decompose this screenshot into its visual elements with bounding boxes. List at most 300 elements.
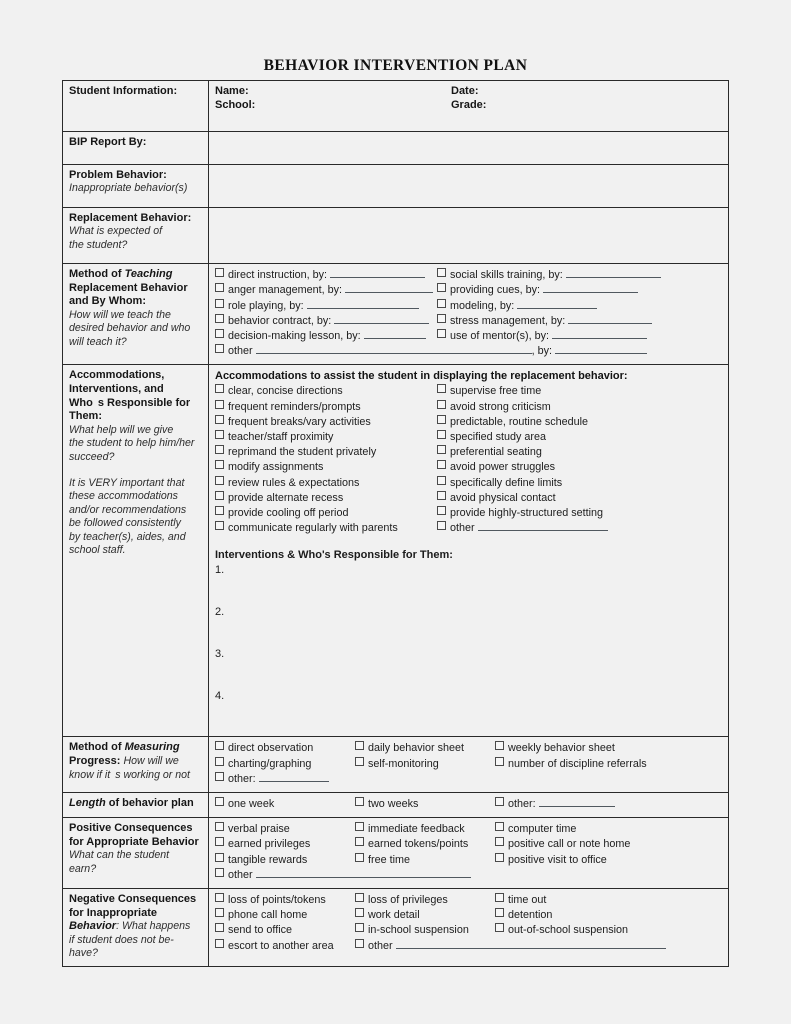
checkbox-item-modeling-by[interactable] xyxy=(437,299,597,314)
teaching-method-sublabel-line1: How will we teach the xyxy=(69,308,171,321)
checkbox-item-communicate-regularly-with-parents[interactable] xyxy=(215,521,437,536)
checkbox-icon[interactable] xyxy=(355,853,364,862)
write-in-rule[interactable] xyxy=(256,344,532,354)
positive-consequences-label-line2: for Appropriate Behavior xyxy=(69,835,199,848)
school-label: School: xyxy=(215,98,256,111)
accommodations-note-line3: and/or recommendations xyxy=(69,503,187,516)
write-in-rule[interactable] xyxy=(539,797,615,807)
checkbox-icon[interactable] xyxy=(215,268,224,277)
checkbox-row xyxy=(215,923,723,938)
teaching-method-label-line2: Replacement Behavior xyxy=(69,281,188,294)
checkbox-icon[interactable] xyxy=(215,757,224,766)
checkbox-row xyxy=(215,329,723,344)
checkbox-label: free time xyxy=(368,853,411,866)
checkbox-label: use of mentor(s), by: xyxy=(450,330,550,342)
checkbox-item-positive-other[interactable] xyxy=(215,868,471,883)
checkbox-row xyxy=(215,384,723,399)
checkbox-icon[interactable] xyxy=(215,400,224,409)
checkbox-item-loss-of-privileges[interactable] xyxy=(355,893,495,908)
table-row-student-information xyxy=(63,81,729,132)
accommodations-note-line4: be followed consistently xyxy=(69,517,181,530)
checkbox-label: verbal praise xyxy=(228,823,290,836)
checkbox-row xyxy=(215,893,723,908)
checkbox-row xyxy=(215,491,723,506)
checkbox-item-free-time[interactable] xyxy=(355,853,495,868)
checkbox-item-out-of-school-suspension[interactable] xyxy=(495,923,628,938)
checkbox-icon[interactable] xyxy=(495,853,504,862)
checkbox-item-charting-graphing[interactable] xyxy=(215,757,355,772)
checkbox-label: computer time xyxy=(508,823,577,836)
table-row-accommodations xyxy=(63,365,729,737)
checkbox-label: modify assignments xyxy=(228,461,324,474)
checkbox-item-positive-visit-to-office[interactable] xyxy=(495,853,607,868)
checkbox-label: time out xyxy=(508,894,547,907)
intervention-entry-4[interactable]: 4. xyxy=(215,690,225,703)
table-row-measuring-progress xyxy=(63,737,729,793)
negative-consequences-options-cell xyxy=(209,889,729,967)
checkbox-icon[interactable] xyxy=(437,299,446,308)
accommodations-label-line4: Them: xyxy=(69,410,103,423)
checkbox-item-teacher-staff-proximity[interactable] xyxy=(215,430,437,445)
checkbox-row xyxy=(215,908,723,923)
page-title: BEHAVIOR INTERVENTION PLAN xyxy=(263,57,528,74)
checkbox-label: tangible rewards xyxy=(228,853,308,866)
checkbox-item-social-skills-training-by[interactable] xyxy=(437,268,661,283)
teaching-method-other-row xyxy=(215,344,723,359)
accommodations-label-line2: Interventions, and xyxy=(69,383,164,395)
checkbox-icon[interactable] xyxy=(215,460,224,469)
checkbox-icon[interactable] xyxy=(215,283,224,292)
checkbox-item-avoid-power-struggles[interactable] xyxy=(437,460,555,475)
teaching-method-sublabel-line2: desired behavior and who xyxy=(69,322,191,335)
positive-consequences-checkbox-list xyxy=(215,822,723,868)
checkbox-icon[interactable] xyxy=(215,923,224,932)
checkbox-item-predictable-routine-schedule[interactable] xyxy=(437,415,588,430)
checkbox-item-detention[interactable] xyxy=(495,908,552,923)
problem-behavior-sublabel: Inappropriate behavior(s) xyxy=(69,182,188,195)
accommodations-sublabel-line2: the student to help him/her xyxy=(69,437,195,450)
checkbox-label: stress management, by: xyxy=(450,314,566,327)
checkbox-item-role-playing-by[interactable] xyxy=(215,299,437,314)
checkbox-row xyxy=(215,853,723,868)
positive-consequences-label-cell xyxy=(63,818,209,889)
checkbox-item-other[interactable] xyxy=(495,797,615,812)
checkbox-label: charting/graphing xyxy=(228,757,312,770)
problem-behavior-label: Problem Behavior: xyxy=(69,168,167,181)
write-in-rule[interactable] xyxy=(256,868,471,878)
accommodations-heading: Accommodations to assist the student in displaying the replacement behavior: xyxy=(215,370,628,383)
checkbox-row xyxy=(215,314,723,329)
checkbox-item-computer-time[interactable] xyxy=(495,822,576,837)
checkbox-item-provide-cooling-off-period[interactable] xyxy=(215,506,437,521)
checkbox-item-behavior-contract-by[interactable] xyxy=(215,314,437,329)
checkbox-item-reprimand-the-student-privately[interactable] xyxy=(215,445,437,460)
checkbox-item-frequent-reminders-prompts[interactable] xyxy=(215,400,437,415)
checkbox-icon[interactable] xyxy=(355,908,364,917)
negative-consequences-sublabel-line1: if student does not be- xyxy=(69,933,174,946)
checkbox-icon[interactable] xyxy=(215,476,224,485)
negative-consequences-sublabel-line2: have? xyxy=(69,947,98,960)
checkbox-label: anger management, by: xyxy=(228,284,343,297)
checkbox-label: weekly behavior sheet xyxy=(508,742,615,755)
checkbox-item-teaching-other[interactable] xyxy=(215,344,647,359)
checkbox-icon[interactable] xyxy=(215,299,224,308)
checkbox-label: frequent breaks/vary activities xyxy=(228,415,371,428)
checkbox-label: direct instruction, by: xyxy=(228,269,328,282)
checkbox-item-avoid-strong-criticism[interactable] xyxy=(437,400,551,415)
checkbox-item-earned-tokens-points[interactable] xyxy=(355,837,495,852)
checkbox-label: work detail xyxy=(368,909,420,922)
write-in-rule[interactable] xyxy=(396,939,666,949)
student-information-fields-cell xyxy=(209,81,729,132)
checkbox-item-escort-to-another-area[interactable] xyxy=(215,939,355,954)
measuring-progress-options-cell xyxy=(209,737,729,793)
checkbox-icon[interactable] xyxy=(495,893,504,902)
checkbox-icon[interactable] xyxy=(437,460,446,469)
checkbox-icon[interactable] xyxy=(215,868,224,877)
checkbox-label: self-monitoring xyxy=(368,757,439,770)
measuring-progress-label-line2: Progress: How will we xyxy=(69,755,179,768)
checkbox-item-verbal-praise[interactable] xyxy=(215,822,355,837)
checkbox-item-other[interactable] xyxy=(437,521,608,536)
grade-label: Grade: xyxy=(451,98,487,111)
checkbox-item-daily-behavior-sheet[interactable] xyxy=(355,741,495,756)
checkbox-label: immediate feedback xyxy=(368,823,465,836)
checkbox-label: communicate regularly with parents xyxy=(228,522,398,535)
checkbox-label: send to office xyxy=(228,924,293,937)
checkbox-item-two-weeks[interactable] xyxy=(355,797,495,812)
checkbox-icon[interactable] xyxy=(495,822,504,831)
checkbox-row xyxy=(215,415,723,430)
checkbox-label: phone call home xyxy=(228,909,308,922)
checkbox-icon[interactable] xyxy=(215,445,224,454)
problem-behavior-label-cell xyxy=(63,164,209,207)
checkbox-icon[interactable] xyxy=(355,939,364,948)
accommodations-note-line1: It is VERY important that xyxy=(69,477,185,489)
checkbox-label: provide alternate recess xyxy=(228,491,344,504)
checkbox-item-phone-call-home[interactable] xyxy=(215,908,355,923)
checkbox-row xyxy=(215,430,723,445)
bip-report-by-entry-cell[interactable] xyxy=(209,132,729,165)
teaching-method-checkbox-list xyxy=(215,268,723,344)
replacement-behavior-sublabel-line1: What is expected of xyxy=(69,225,163,238)
write-in-rule[interactable] xyxy=(555,344,647,354)
checkbox-row xyxy=(215,268,723,283)
checkbox-icon[interactable] xyxy=(215,837,224,846)
checkbox-label: other xyxy=(228,868,253,881)
checkbox-item-negative-other[interactable] xyxy=(355,939,666,954)
checkbox-item-modify-assignments[interactable] xyxy=(215,460,437,475)
checkbox-icon[interactable] xyxy=(215,314,224,323)
checkbox-label: preferential seating xyxy=(450,446,542,459)
checkbox-item-measuring-other[interactable] xyxy=(215,772,329,787)
checkbox-row xyxy=(215,283,723,298)
intervention-entry-2[interactable]: 2. xyxy=(215,606,225,619)
checkbox-label: specifically define limits xyxy=(450,476,563,489)
checkbox-label: teacher/staff proximity xyxy=(228,431,334,444)
name-label: Name: xyxy=(215,85,249,97)
positive-consequences-sublabel-line2: earn? xyxy=(69,862,97,875)
checkbox-label: other: xyxy=(228,772,256,785)
checkbox-label: loss of privileges xyxy=(368,894,448,907)
checkbox-item-supervise-free-time[interactable] xyxy=(437,384,541,399)
checkbox-icon[interactable] xyxy=(215,797,224,806)
checkbox-label: provide cooling off period xyxy=(228,507,349,520)
checkbox-icon[interactable] xyxy=(437,430,446,439)
checkbox-label: loss of points/tokens xyxy=(228,894,326,907)
checkbox-item-providing-cues-by[interactable] xyxy=(437,283,638,298)
checkbox-row xyxy=(215,506,723,521)
checkbox-icon[interactable] xyxy=(355,741,364,750)
negative-consequences-label-line2: for Inappropriate xyxy=(69,906,158,919)
measuring-progress-label-cell xyxy=(63,737,209,793)
checkbox-label: number of discipline referrals xyxy=(508,757,647,770)
checkbox-label: provide highly-structured setting xyxy=(450,507,604,520)
accommodations-label-cell xyxy=(63,365,209,737)
checkbox-label: other xyxy=(450,522,475,535)
checkbox-icon[interactable] xyxy=(215,521,224,530)
checkbox-item-direct-instruction-by[interactable] xyxy=(215,268,437,283)
checkbox-label: one week xyxy=(228,798,275,811)
accommodations-checkbox-list xyxy=(215,384,723,536)
checkbox-icon[interactable] xyxy=(355,837,364,846)
checkbox-row xyxy=(215,476,723,491)
checkbox-label: avoid strong criticism xyxy=(450,400,551,413)
checkbox-item-tangible-rewards[interactable] xyxy=(215,853,355,868)
measuring-progress-checkbox-list xyxy=(215,741,723,771)
teaching-method-sublabel-line3: will teach it? xyxy=(69,335,127,348)
checkbox-item-positive-call-or-note-home[interactable] xyxy=(495,837,630,852)
replacement-behavior-label: Replacement Behavior: xyxy=(69,211,192,224)
checkbox-item-anger-management-by[interactable] xyxy=(215,283,437,298)
checkbox-icon[interactable] xyxy=(495,837,504,846)
student-information-label-cell xyxy=(63,81,209,132)
checkbox-label: providing cues, by: xyxy=(450,284,541,297)
checkbox-icon[interactable] xyxy=(355,893,364,902)
checkbox-label: clear, concise directions xyxy=(228,385,343,398)
checkbox-icon[interactable] xyxy=(437,268,446,277)
checkbox-icon[interactable] xyxy=(437,521,446,530)
teaching-method-options-cell xyxy=(209,264,729,365)
write-in-rule[interactable] xyxy=(334,314,429,324)
checkbox-icon[interactable] xyxy=(437,384,446,393)
checkbox-item-decision-making-lesson-by[interactable] xyxy=(215,329,437,344)
positive-consequences-options-cell xyxy=(209,818,729,889)
checkbox-icon[interactable] xyxy=(215,506,224,515)
negative-consequences-label-line1: Negative Consequences xyxy=(69,893,197,906)
checkbox-item-self-monitoring[interactable] xyxy=(355,757,495,772)
interventions-numbered-list[interactable] xyxy=(215,563,723,731)
positive-consequences-other-row xyxy=(215,868,723,883)
checkbox-row xyxy=(215,521,723,536)
checkbox-item-time-out[interactable] xyxy=(495,893,546,908)
checkbox-icon[interactable] xyxy=(215,329,224,338)
checkbox-label: escort to another area xyxy=(228,939,334,952)
checkbox-row xyxy=(215,757,723,772)
bip-report-by-label-cell xyxy=(63,132,209,165)
checkbox-item-provide-alternate-recess[interactable] xyxy=(215,491,437,506)
checkbox-label: frequent reminders/prompts xyxy=(228,400,361,413)
checkbox-row xyxy=(215,460,723,475)
checkbox-icon[interactable] xyxy=(215,384,224,393)
checkbox-item-earned-privileges[interactable] xyxy=(215,837,355,852)
checkbox-item-frequent-breaks-vary-activities[interactable] xyxy=(215,415,437,430)
checkbox-label: role playing, by: xyxy=(228,299,304,312)
write-in-rule[interactable] xyxy=(330,268,425,278)
checkbox-icon[interactable] xyxy=(355,797,364,806)
teaching-method-label-line3: and By Whom: xyxy=(69,295,147,308)
checkbox-item-avoid-physical-contact[interactable] xyxy=(437,491,556,506)
checkbox-icon[interactable] xyxy=(437,400,446,409)
checkbox-item-specified-study-area[interactable] xyxy=(437,430,546,445)
checkbox-item-stress-management-by[interactable] xyxy=(437,314,652,329)
checkbox-icon[interactable] xyxy=(437,415,446,424)
replacement-behavior-label-cell xyxy=(63,207,209,263)
checkbox-icon[interactable] xyxy=(215,415,224,424)
table-row-negative-consequences xyxy=(63,889,729,967)
checkbox-label: positive call or note home xyxy=(508,838,631,851)
checkbox-icon[interactable] xyxy=(437,506,446,515)
date-label: Date: xyxy=(451,85,479,97)
checkbox-label: decision-making lesson, by: xyxy=(228,330,361,342)
accommodations-options-cell xyxy=(209,365,729,737)
table-row-plan-length xyxy=(63,793,729,818)
checkbox-icon[interactable] xyxy=(495,757,504,766)
checkbox-label: daily behavior sheet xyxy=(368,742,465,755)
positive-consequences-label-line1: Positive Consequences xyxy=(69,822,193,835)
checkbox-icon[interactable] xyxy=(437,314,446,323)
checkbox-row xyxy=(215,837,723,852)
plan-length-label: Length of behavior plan xyxy=(69,797,194,810)
intervention-entry-1[interactable]: 1. xyxy=(215,564,225,577)
write-in-rule[interactable] xyxy=(478,521,608,531)
intervention-entry-3[interactable]: 3. xyxy=(215,648,225,661)
checkbox-icon[interactable] xyxy=(355,923,364,932)
checkbox-item-in-school-suspension[interactable] xyxy=(355,923,495,938)
accommodations-sublabel-line3: succeed? xyxy=(69,450,115,463)
checkbox-label: supervise free time xyxy=(450,385,542,398)
checkbox-icon[interactable] xyxy=(215,344,224,353)
checkbox-item-immediate-feedback[interactable] xyxy=(355,822,495,837)
checkbox-icon[interactable] xyxy=(215,772,224,781)
table-row-teaching-method xyxy=(63,264,729,365)
bip-report-by-label: BIP Report By: xyxy=(69,136,147,149)
accommodations-label-line3: Who s Responsible for xyxy=(69,396,191,409)
write-in-rule[interactable] xyxy=(364,329,426,339)
negative-consequences-label-cell xyxy=(63,889,209,967)
checkbox-label: behavior contract, by: xyxy=(228,314,332,327)
negative-consequences-other-row xyxy=(215,939,723,954)
teaching-method-label-cell xyxy=(63,264,209,365)
checkbox-item-loss-of-points-tokens[interactable] xyxy=(215,893,355,908)
checkbox-icon[interactable] xyxy=(495,908,504,917)
positive-consequences-sublabel-line1: What can the student xyxy=(69,849,170,862)
table-row-positive-consequences xyxy=(63,818,729,889)
checkbox-item-send-to-office[interactable] xyxy=(215,923,355,938)
accommodations-note-line2: these accommodations xyxy=(69,490,178,503)
checkbox-label: two weeks xyxy=(368,798,419,811)
replacement-behavior-sublabel-line2: the student? xyxy=(69,238,128,251)
write-in-rule[interactable] xyxy=(307,299,419,309)
checkbox-item-use-of-mentor-s-by[interactable] xyxy=(437,329,647,344)
write-in-rule[interactable] xyxy=(568,314,652,324)
accommodations-sublabel-line1: What help will we give xyxy=(69,423,174,436)
write-in-rule[interactable] xyxy=(517,299,597,309)
checkbox-icon[interactable] xyxy=(437,476,446,485)
checkbox-item-work-detail[interactable] xyxy=(355,908,495,923)
checkbox-icon[interactable] xyxy=(495,923,504,932)
problem-behavior-entry-cell[interactable] xyxy=(209,164,729,207)
accommodations-note-line5: by teacher(s), aides, and xyxy=(69,530,186,543)
checkbox-icon[interactable] xyxy=(437,491,446,500)
interventions-heading: Interventions & Who's Responsible for Them: xyxy=(215,549,453,562)
checkbox-icon[interactable] xyxy=(215,893,224,902)
write-in-rule[interactable] xyxy=(566,268,661,278)
checkbox-icon[interactable] xyxy=(215,908,224,917)
teaching-method-label-line1: Method of Teaching xyxy=(69,268,173,281)
accommodations-label-line1: Accommodations, xyxy=(69,369,165,382)
write-in-rule[interactable] xyxy=(543,283,638,293)
table-row-problem-behavior xyxy=(63,164,729,207)
checkbox-icon[interactable] xyxy=(495,797,504,806)
checkbox-icon[interactable] xyxy=(215,491,224,500)
negative-consequences-checkbox-list xyxy=(215,893,723,939)
checkbox-label: avoid power struggles xyxy=(450,461,556,474)
checkbox-icon[interactable] xyxy=(215,853,224,862)
checkbox-item-preferential-seating[interactable] xyxy=(437,445,542,460)
measuring-progress-label-line1: Method of Measuring xyxy=(69,741,180,754)
checkbox-label-by: , by: xyxy=(531,345,553,358)
plan-length-checkbox-row xyxy=(215,797,723,812)
checkbox-label: in-school suspension xyxy=(368,924,469,937)
checkbox-icon[interactable] xyxy=(495,741,504,750)
checkbox-icon[interactable] xyxy=(215,939,224,948)
checkbox-label: modeling, by: xyxy=(450,299,515,312)
checkbox-icon[interactable] xyxy=(437,445,446,454)
checkbox-label: predictable, routine schedule xyxy=(450,415,589,428)
checkbox-row xyxy=(215,400,723,415)
checkbox-icon[interactable] xyxy=(355,757,364,766)
negative-consequences-label-line3: Behavior: What happens xyxy=(69,920,191,933)
table-row-bip-report-by xyxy=(63,132,729,165)
write-in-rule[interactable] xyxy=(345,283,433,293)
checkbox-icon[interactable] xyxy=(215,430,224,439)
checkbox-item-specifically-define-limits[interactable] xyxy=(437,476,562,491)
checkbox-item-direct-observation[interactable] xyxy=(215,741,355,756)
checkbox-item-review-rules-expectations[interactable] xyxy=(215,476,437,491)
checkbox-item-number-of-discipline-referrals[interactable] xyxy=(495,757,647,772)
student-information-label: Student Information: xyxy=(69,85,178,97)
checkbox-icon[interactable] xyxy=(215,822,224,831)
checkbox-icon[interactable] xyxy=(437,329,446,338)
checkbox-item-one-week[interactable] xyxy=(215,797,355,812)
checkbox-icon[interactable] xyxy=(215,741,224,750)
plan-length-label-cell xyxy=(63,793,209,818)
write-in-rule[interactable] xyxy=(259,772,329,782)
checkbox-label: review rules & expectations xyxy=(228,476,360,489)
replacement-behavior-entry-cell[interactable] xyxy=(209,207,729,263)
checkbox-icon[interactable] xyxy=(355,822,364,831)
checkbox-item-clear-concise-directions[interactable] xyxy=(215,384,437,399)
checkbox-item-weekly-behavior-sheet[interactable] xyxy=(495,741,615,756)
checkbox-item-provide-highly-structured-setting[interactable] xyxy=(437,506,603,521)
checkbox-label: direct observation xyxy=(228,742,314,755)
measuring-progress-other-row xyxy=(215,772,723,787)
checkbox-icon[interactable] xyxy=(437,283,446,292)
write-in-rule[interactable] xyxy=(552,329,647,339)
checkbox-row xyxy=(215,299,723,314)
checkbox-label: earned privileges xyxy=(228,838,311,851)
